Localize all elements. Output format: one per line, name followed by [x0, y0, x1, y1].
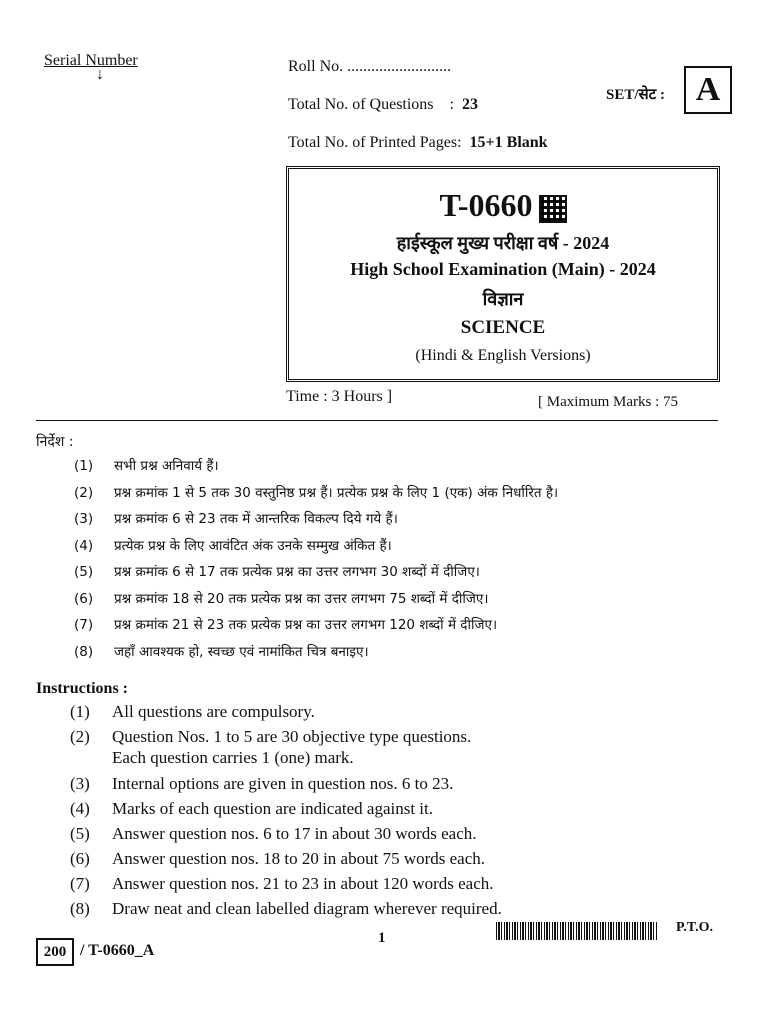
hindi-instruction-text: प्रत्येक प्रश्न के लिए आवंटित अंक उनके सम्मुख अंकित हैं। — [114, 537, 392, 554]
set-box: A — [684, 66, 732, 114]
english-instruction-item — [70, 774, 453, 794]
paper-code-line — [289, 187, 717, 224]
roll-no-line — [288, 58, 451, 76]
english-instruction-item — [70, 702, 315, 722]
english-instruction-number: (6) — [70, 849, 90, 868]
hindi-instruction-item — [74, 562, 480, 580]
total-questions-sep: : — [449, 96, 454, 113]
hindi-instruction-text: प्रश्न क्रमांक 18 से 20 तक प्रत्येक प्रश्न का उत्तर लगभग 75 शब्दों में दीजिए। — [114, 590, 489, 607]
serial-arrow: ↓ — [96, 66, 104, 83]
time-label: Time : 3 Hours ] — [286, 388, 393, 405]
divider — [36, 420, 718, 421]
english-instruction-text: Draw neat and clean labelled diagram wherever required. — [112, 899, 502, 918]
hindi-instruction-number: (6) — [74, 590, 94, 607]
footer-paper-code: / T-0660_A — [80, 942, 155, 959]
hindi-instruction-item — [74, 456, 219, 474]
title-box — [286, 166, 720, 382]
english-instruction-number: (5) — [70, 824, 90, 843]
english-instructions-heading: Instructions : — [36, 680, 129, 697]
english-instruction-number: (7) — [70, 874, 90, 893]
total-pages-line — [288, 134, 548, 152]
set-label: SET/सेट : — [606, 87, 665, 103]
hindi-instruction-text: जहाँ आवश्यक हो, स्वच्छ एवं नामांकित चित्र बनाइए। — [114, 643, 369, 660]
barcode-icon — [496, 922, 658, 940]
english-instruction-item — [70, 799, 433, 819]
paper-code: T-0660 — [439, 187, 533, 223]
footer-box-number: 200 — [36, 938, 74, 966]
hindi-instruction-text: प्रश्न क्रमांक 1 से 5 तक 30 वस्तुनिष्ठ प्रश्न हैं। प्रत्येक प्रश्न के लिए 1 (एक) अंक निर्धारित है। — [114, 484, 559, 501]
hindi-exam-title: हाईस्कूल मुख्य परीक्षा वर्ष - 2024 — [396, 233, 610, 253]
qr-code-icon — [539, 195, 567, 223]
page-number: 1 — [378, 930, 386, 946]
english-instruction-text: Marks of each question are indicated against it. — [112, 799, 433, 818]
hindi-instruction-number: (5) — [74, 564, 94, 580]
hindi-instruction-text: प्रश्न क्रमांक 6 से 23 तक में आन्तरिक विकल्प दिये गये हैं। — [114, 511, 398, 527]
english-subject: SCIENCE — [460, 317, 546, 338]
english-instruction-item — [70, 727, 471, 747]
hindi-instruction-text: सभी प्रश्न अनिवार्य हैं। — [114, 458, 219, 474]
english-instruction-text: Answer question nos. 6 to 17 in about 30 words each. — [112, 824, 477, 843]
total-questions-value: 23 — [461, 96, 478, 113]
hindi-subject: विज्ञान — [482, 289, 524, 309]
hindi-instructions-heading: निर्देश : — [36, 434, 74, 450]
hindi-instruction-number: (3) — [74, 511, 94, 527]
hindi-instruction-item — [74, 536, 392, 554]
english-instruction-item — [70, 874, 494, 894]
english-instruction-number: (3) — [70, 774, 90, 793]
english-instruction-text: Question Nos. 1 to 5 are 30 objective type questions. — [112, 727, 472, 746]
hindi-instruction-item — [74, 483, 558, 501]
english-instruction-item — [70, 899, 502, 919]
hindi-instruction-number: (4) — [74, 537, 94, 554]
versions-note: (Hindi & English Versions) — [415, 347, 591, 364]
maximum-marks: [ Maximum Marks : 75 — [538, 394, 678, 410]
roll-no-label: Roll No. — [288, 58, 344, 75]
hindi-instruction-text: प्रश्न क्रमांक 6 से 17 तक प्रत्येक प्रश्न का उत्तर लगभग 30 शब्दों में दीजिए। — [114, 564, 480, 580]
english-instruction-text: Internal options are given in question nos. 6 to 23. — [112, 774, 454, 793]
english-instruction-number: (1) — [70, 702, 90, 721]
hindi-instruction-number: (7) — [74, 617, 94, 633]
hindi-instruction-number: (1) — [74, 458, 94, 474]
serial-number-label: Serial Number — [44, 52, 138, 69]
roll-no-value: .......................... — [347, 58, 452, 75]
english-instruction-number: (2) — [70, 727, 90, 746]
english-instruction-text: Answer question nos. 21 to 23 in about 120 words each. — [112, 874, 494, 893]
total-pages-label: Total No. of Printed Pages: — [288, 134, 462, 151]
hindi-instruction-text: प्रश्न क्रमांक 21 से 23 तक प्रत्येक प्रश्न का उत्तर लगभग 120 शब्दों में दीजिए। — [114, 617, 498, 633]
hindi-instruction-item — [74, 509, 398, 527]
english-instruction-text: Answer question nos. 18 to 20 in about 75 words each. — [112, 849, 486, 868]
english-instruction-number: (4) — [70, 799, 90, 818]
english-instruction-item — [70, 849, 485, 869]
total-questions-label: Total No. of Questions — [288, 96, 434, 113]
english-instruction-continuation: Each question carries 1 (one) mark. — [112, 748, 354, 767]
hindi-instruction-item — [74, 615, 497, 633]
hindi-instruction-item — [74, 589, 488, 607]
english-exam-title: High School Examination (Main) - 2024 — [350, 259, 656, 279]
english-instruction-number: (8) — [70, 899, 90, 918]
hindi-instruction-number: (8) — [74, 643, 94, 660]
total-pages-value: 15+1 Blank — [469, 134, 548, 151]
total-questions-line — [288, 96, 478, 114]
english-instruction-item — [70, 824, 477, 844]
english-instruction-text: All questions are compulsory. — [112, 702, 315, 721]
pto-label: P.T.O. — [676, 920, 713, 935]
hindi-instruction-item — [74, 642, 369, 660]
hindi-instruction-number: (2) — [74, 484, 94, 501]
